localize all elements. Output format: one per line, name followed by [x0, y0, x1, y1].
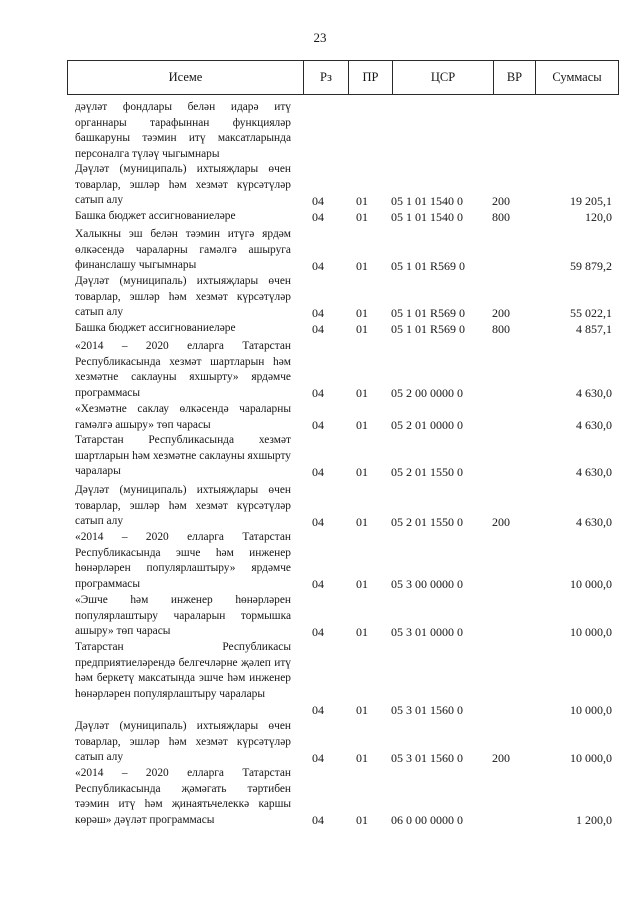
row-rz: 04 — [312, 305, 324, 320]
row-rz: 04 — [312, 624, 324, 639]
row-rz: 04 — [312, 812, 324, 827]
row-sum: 59 879,2 — [570, 258, 612, 273]
row-name: Дәүләт (муниципаль) ихтыяҗлары өчен товарлар, эшләр һәм хезмәт күрсәтүләр сатып алу — [75, 275, 291, 318]
row-csr: 05 1 01 1540 0 — [391, 193, 463, 208]
row-rz: 04 — [312, 750, 324, 765]
row-pr: 01 — [356, 305, 368, 320]
column-header-vr: ВР — [493, 61, 535, 94]
row-rz: 04 — [312, 258, 324, 273]
table-row — [0, 530, 640, 592]
row-rz: 04 — [312, 321, 324, 336]
row-vr: 200 — [492, 514, 510, 529]
row-sum: 10 000,0 — [570, 576, 612, 591]
row-name: «Эшче һәм инженер һөнәрләрен популярлаштыру чараларын тормышка ашыру» төп чарасы — [75, 594, 291, 637]
row-sum: 55 022,1 — [570, 305, 612, 320]
row-pr: 01 — [356, 812, 368, 827]
table-row — [0, 719, 640, 766]
row-vr: 200 — [492, 193, 510, 208]
table-row — [0, 402, 640, 433]
row-name: Татарстан Республикасы предприятиеләрендә белгечләрне җәлеп итү һәм беркетү максатында эшче һәм инженер һөнәрләрен популярлаштыру чаралары — [75, 641, 291, 700]
column-header-rz: Рз — [303, 61, 348, 94]
table-row — [0, 209, 640, 225]
row-rz: 04 — [312, 514, 324, 529]
row-sum: 10 000,0 — [570, 750, 612, 765]
row-pr: 01 — [356, 385, 368, 400]
row-sum: 10 000,0 — [570, 702, 612, 717]
row-pr: 01 — [356, 750, 368, 765]
row-csr: 05 2 01 1550 0 — [391, 514, 463, 529]
row-csr: 05 1 01 1540 0 — [391, 209, 463, 224]
row-vr: 200 — [492, 750, 510, 765]
row-pr: 01 — [356, 514, 368, 529]
row-pr: 01 — [356, 209, 368, 224]
row-csr: 05 1 01 R569 0 — [391, 321, 466, 336]
row-rz: 04 — [312, 193, 324, 208]
row-sum: 120,0 — [585, 209, 612, 224]
row-rz: 04 — [312, 209, 324, 224]
row-pr: 01 — [356, 702, 368, 717]
row-sum: 4 630,0 — [576, 464, 612, 479]
page-number: 23 — [313, 30, 327, 45]
table-row — [0, 227, 640, 274]
row-name: «2014 – 2020 елларга Татарстан Республикасында җәмәгать тәртибен тәэмин итү һәм җинаятьчелеккә каршы көрәш» дәүләт программасы — [75, 767, 291, 826]
column-header-pr: ПР — [348, 61, 392, 94]
row-name: «2014 – 2020 елларга Татарстан Республикасында хезмәт шартларын һәм хезмәтне саклауны яхшырту» ярдәмче программасы — [75, 340, 291, 399]
row-name: Халыкны эш белән тәэмин итүгә ярдәм өлкәсендә чараларны гамәлгә ашыруга финанслашу чыгымнары — [75, 228, 291, 271]
row-csr: 05 3 00 0000 0 — [391, 576, 463, 591]
row-csr: 05 1 01 R569 0 — [391, 258, 466, 273]
row-sum: 4 857,1 — [576, 321, 612, 336]
row-name: «2014 – 2020 елларга Татарстан Республикасында эшче һәм инженер һөнәрләрен популярлаштыру» ярдәмче программасы — [75, 531, 291, 590]
row-csr: 05 3 01 0000 0 — [391, 624, 463, 639]
row-pr: 01 — [356, 417, 368, 432]
row-vr: 200 — [492, 305, 510, 320]
row-rz: 04 — [312, 702, 324, 717]
row-name: Дәүләт (муниципаль) ихтыяҗлары өчен товарлар, эшләр һәм хезмәт күрсәтүләр сатып алу — [75, 720, 291, 763]
table-row — [0, 766, 640, 828]
row-sum: 19 205,1 — [570, 193, 612, 208]
table-row — [0, 100, 640, 162]
row-csr: 05 2 00 0000 0 — [391, 385, 463, 400]
row-name: дәүләт фондлары белән идарә итү органнары тарафыннан функцияләр башкаруны тәэмин итү максатларында персоналга түләү чыгымнары — [75, 101, 291, 160]
row-csr: 06 0 00 0000 0 — [391, 812, 463, 827]
table-row — [0, 433, 640, 480]
row-sum: 4 630,0 — [576, 385, 612, 400]
row-csr: 05 2 01 0000 0 — [391, 417, 463, 432]
row-sum: 10 000,0 — [570, 624, 612, 639]
row-rz: 04 — [312, 576, 324, 591]
table-row — [0, 321, 640, 337]
row-pr: 01 — [356, 258, 368, 273]
column-header-csr: ЦСР — [392, 61, 493, 94]
row-pr: 01 — [356, 624, 368, 639]
row-name: «Хезмәтне саклау өлкәсендә чараларны гамәлгә ашыру» төп чарасы — [75, 403, 291, 431]
row-rz: 04 — [312, 464, 324, 479]
row-vr: 800 — [492, 321, 510, 336]
row-csr: 05 3 01 1560 0 — [391, 702, 463, 717]
table-header — [67, 60, 619, 95]
table-row — [0, 339, 640, 401]
row-pr: 01 — [356, 576, 368, 591]
row-csr: 05 1 01 R569 0 — [391, 305, 466, 320]
row-sum: 1 200,0 — [576, 812, 612, 827]
table-row — [0, 274, 640, 321]
row-csr: 05 3 01 1560 0 — [391, 750, 463, 765]
row-pr: 01 — [356, 193, 368, 208]
row-pr: 01 — [356, 464, 368, 479]
row-sum: 4 630,0 — [576, 514, 612, 529]
row-name: Башка бюджет ассигнованиеләре — [75, 322, 236, 334]
column-header-name: Исеме — [168, 70, 203, 84]
table-row — [0, 483, 640, 530]
row-rz: 04 — [312, 417, 324, 432]
row-rz: 04 — [312, 385, 324, 400]
table-row — [0, 640, 640, 718]
row-pr: 01 — [356, 321, 368, 336]
row-name: Дәүләт (муниципаль) ихтыяҗлары өчен товарлар, эшләр һәм хезмәт күрсәтүләр сатып алу — [75, 163, 291, 206]
column-header-sum: Суммасы — [535, 61, 618, 94]
table-row — [0, 593, 640, 640]
row-csr: 05 2 01 1550 0 — [391, 464, 463, 479]
row-sum: 4 630,0 — [576, 417, 612, 432]
row-name: Татарстан Республикасында хезмәт шартларын һәм хезмәтне саклауны яхшырту чаралары — [75, 434, 291, 477]
row-name: Башка бюджет ассигнованиеләре — [75, 210, 236, 222]
row-vr: 800 — [492, 209, 510, 224]
row-name: Дәүләт (муниципаль) ихтыяҗлары өчен товарлар, эшләр һәм хезмәт күрсәтүләр сатып алу — [75, 484, 291, 527]
table-row — [0, 162, 640, 209]
